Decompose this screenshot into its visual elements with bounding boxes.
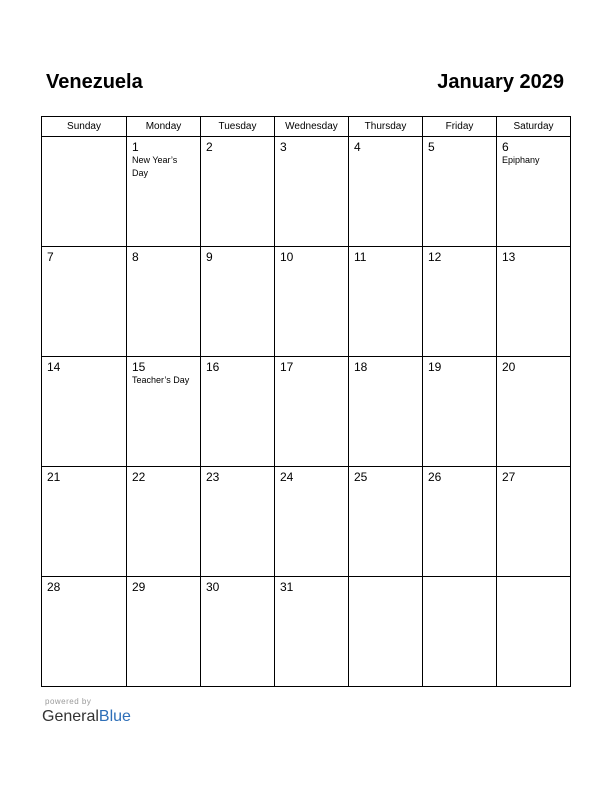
country-title: Venezuela [46, 71, 143, 93]
day-cell [42, 467, 127, 577]
day-number: 25 [354, 470, 368, 484]
day-cell [42, 247, 127, 357]
day-cell [423, 577, 497, 687]
day-number: 28 [47, 580, 61, 594]
weekday-header-row [42, 117, 571, 137]
day-cell [497, 577, 571, 687]
day-number: 13 [502, 250, 516, 264]
day-number: 11 [354, 250, 367, 264]
day-number: 10 [280, 250, 294, 264]
day-cell [201, 357, 275, 467]
day-cell [497, 357, 571, 467]
day-cell [201, 247, 275, 357]
day-cell [497, 247, 571, 357]
day-cell [42, 357, 127, 467]
day-cell [349, 137, 423, 247]
day-cell [127, 467, 201, 577]
day-number: 21 [47, 470, 61, 484]
day-cell [275, 357, 349, 467]
weekday-header-sunday: Sunday [42, 117, 127, 137]
weekday-header-friday: Friday [423, 117, 497, 137]
week-row [42, 357, 571, 467]
weekday-header-wednesday: Wednesday [275, 117, 349, 137]
week-row [42, 247, 571, 357]
day-number: 12 [428, 250, 442, 264]
day-cell [42, 137, 127, 247]
weekday-header-thursday: Thursday [349, 117, 423, 137]
day-cell [127, 357, 201, 467]
day-number: 26 [428, 470, 442, 484]
week-row [42, 467, 571, 577]
day-number: 7 [47, 250, 54, 264]
calendar-grid [41, 116, 571, 687]
holiday-label: New Year’s Day [132, 155, 178, 178]
logo-text-general: General [42, 708, 99, 725]
day-cell [201, 467, 275, 577]
day-cell [349, 467, 423, 577]
holiday-label: Teacher’s Day [132, 375, 190, 385]
day-cell [201, 137, 275, 247]
day-number: 9 [206, 250, 213, 264]
day-number: 2 [206, 140, 213, 154]
day-cell [349, 577, 423, 687]
day-cell [423, 357, 497, 467]
day-cell [497, 467, 571, 577]
day-number: 15 [132, 360, 146, 374]
day-number: 17 [280, 360, 294, 374]
day-number: 30 [206, 580, 220, 594]
day-number: 23 [206, 470, 220, 484]
day-number: 24 [280, 470, 294, 484]
month-title: January 2029 [437, 71, 564, 93]
weekday-header-monday: Monday [127, 117, 201, 137]
generalblue-logo [42, 708, 131, 726]
day-number: 4 [354, 140, 361, 154]
day-cell [127, 247, 201, 357]
logo-text-blue: Blue [98, 708, 131, 725]
day-cell [497, 137, 571, 247]
weekday-header-saturday: Saturday [497, 117, 571, 137]
day-cell [42, 577, 127, 687]
day-number: 6 [502, 140, 509, 154]
day-number: 3 [280, 140, 287, 154]
day-cell [423, 247, 497, 357]
day-number: 1 [132, 140, 139, 154]
week-row [42, 137, 571, 247]
day-number: 22 [132, 470, 146, 484]
holiday-label: Epiphany [502, 155, 540, 165]
day-number: 18 [354, 360, 368, 374]
day-number: 19 [428, 360, 442, 374]
day-cell [423, 137, 497, 247]
day-number: 16 [206, 360, 220, 374]
day-number: 5 [428, 140, 435, 154]
day-cell [423, 467, 497, 577]
weekday-header-tuesday: Tuesday [201, 117, 275, 137]
day-cell [275, 247, 349, 357]
day-number: 8 [132, 250, 139, 264]
day-number: 27 [502, 470, 516, 484]
powered-by-label: powered by [45, 697, 92, 706]
day-cell [349, 247, 423, 357]
day-number: 14 [47, 360, 61, 374]
day-cell [201, 577, 275, 687]
day-number: 31 [280, 580, 294, 594]
week-row [42, 577, 571, 687]
day-cell [127, 137, 201, 247]
day-number: 29 [132, 580, 146, 594]
day-cell [127, 577, 201, 687]
day-number: 20 [502, 360, 516, 374]
day-cell [349, 357, 423, 467]
day-cell [275, 467, 349, 577]
day-cell [275, 137, 349, 247]
day-cell [275, 577, 349, 687]
